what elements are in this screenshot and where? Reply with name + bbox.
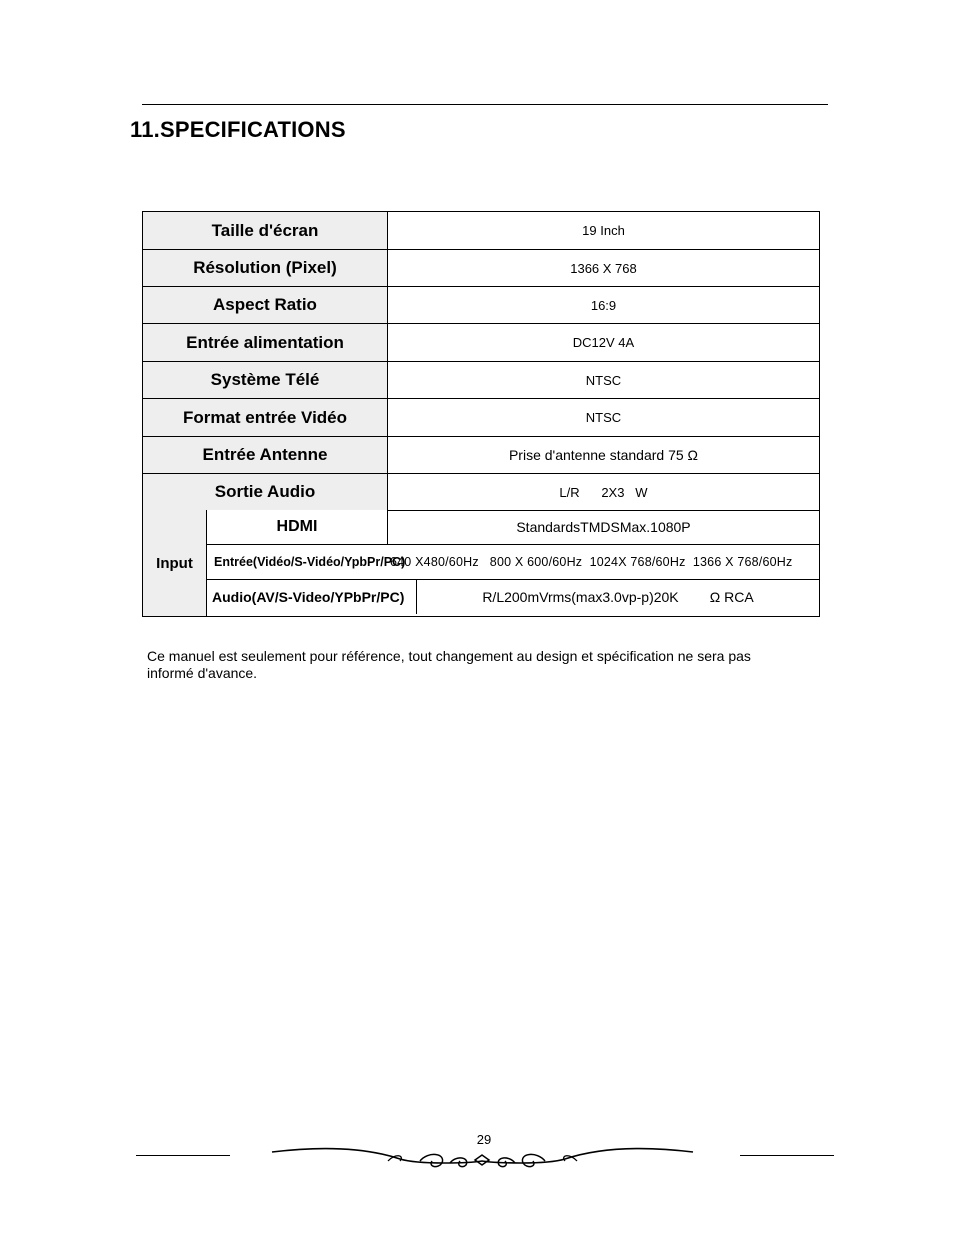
spec-row-power-input (143, 324, 819, 362)
video-value: 640 X480/60Hz 800 X 600/60Hz 1024X 768/60Hz 1366 X 768/60Hz (390, 555, 793, 569)
spec-label: Sortie Audio (143, 474, 388, 510)
spec-row-video-format (143, 399, 819, 437)
spec-table (142, 211, 820, 617)
input-row-hdmi (207, 510, 819, 545)
spec-row-tv-system (143, 362, 819, 399)
spec-row-resolution (143, 250, 819, 287)
spec-value: DC12V 4A (572, 335, 635, 350)
spec-row-aspect-ratio (143, 287, 819, 324)
spec-label: Aspect Ratio (143, 287, 388, 323)
hdmi-label: HDMI (207, 510, 388, 544)
spec-value: L/R 2X3 W (559, 484, 648, 500)
spec-value: NTSC (585, 372, 622, 388)
page-number: 29 (476, 1132, 492, 1147)
disclaimer-note: Ce manuel est seulement pour référence, tout changement au design et spécification ne sera pas informé d'avance. (147, 648, 751, 681)
input-row-audio (207, 580, 819, 614)
spec-row-screen-size (143, 212, 819, 250)
spec-label: Système Télé (143, 362, 388, 398)
header-rule (142, 104, 828, 105)
spec-label: Taille d'écran (143, 212, 388, 249)
spec-value: 1366 X 768 (570, 260, 637, 276)
input-row-video (207, 545, 819, 580)
audio-label: Audio(AV/S-Video/YPbPr/PC) (207, 580, 417, 614)
spec-value: 19 Inch (582, 223, 625, 238)
spec-value: NTSC (585, 410, 622, 425)
input-section (143, 510, 819, 616)
spec-value: 16:9 (590, 297, 617, 313)
video-label: Entrée(Vidéo/S-Vidéo/YpbPr/PC) (214, 555, 406, 569)
flourish-ornament-icon (270, 1143, 695, 1171)
spec-row-audio-output (143, 474, 819, 511)
spec-label: Entrée Antenne (143, 437, 388, 473)
footer-rule-left (136, 1155, 230, 1156)
input-label: Input (143, 510, 207, 616)
section-title: 11.SPECIFICATIONS (130, 117, 346, 142)
hdmi-value: StandardsTMDSMax.1080P (516, 519, 691, 535)
spec-label: Résolution (Pixel) (143, 250, 388, 286)
spec-value: Prise d'antenne standard 75 Ω (508, 447, 699, 463)
audio-value: R/L200mVrms(max3.0vp-p)20K Ω RCA (482, 589, 754, 605)
spec-label: Format entrée Vidéo (143, 399, 388, 436)
spec-row-antenna-input (143, 437, 819, 474)
spec-label: Entrée alimentation (143, 324, 388, 361)
footer-rule-right (740, 1155, 834, 1156)
